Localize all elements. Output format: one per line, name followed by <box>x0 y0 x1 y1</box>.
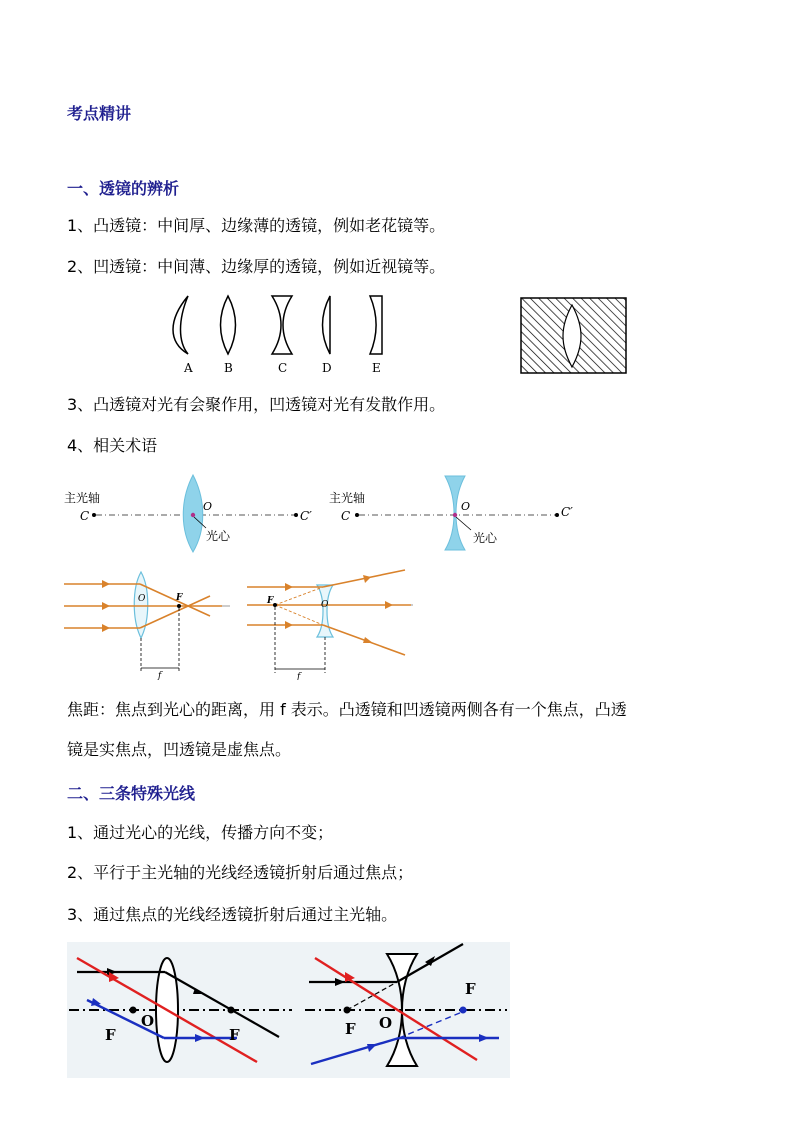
section1-item2: 2、凹透镜：中间薄、边缘厚的透镜，例如近视镜等。 <box>67 257 446 276</box>
lens-types-figure <box>160 290 400 380</box>
axis-label-left: 主光轴 <box>64 491 101 505</box>
point-o-small-left: O <box>138 594 146 604</box>
concave-focus-diagram <box>245 565 415 680</box>
section2-item3: 3、通过焦点的光线经透镜折射后通过主光轴。 <box>67 905 398 924</box>
hatched-lens-figure <box>520 297 628 375</box>
point-c-left: C <box>80 509 90 523</box>
convex-terms-diagram <box>60 470 330 560</box>
focus-f-concave-left: F <box>345 1020 356 1038</box>
point-c-right: C <box>341 509 351 523</box>
focal-length-left: f <box>158 671 162 680</box>
lens-letter-b: B <box>224 361 233 375</box>
point-c-prime-left: C′ <box>300 509 312 523</box>
lens-c-icon <box>272 296 292 354</box>
axis-label-right: 主光轴 <box>329 491 366 505</box>
focus-f-concave-right: F <box>465 980 476 998</box>
focal-length-right: f <box>297 672 301 680</box>
point-o-left: O <box>203 500 213 513</box>
focus-f-convex-right: F <box>229 1026 240 1044</box>
concave-lens-small-icon <box>317 585 333 637</box>
optical-center-left: 光心 <box>206 529 231 543</box>
lens-b-icon <box>221 296 236 354</box>
point-o-right: O <box>461 500 471 513</box>
convex-focus-diagram <box>62 568 237 680</box>
focal-definition-line1: 焦距：焦点到光心的距离，用 f 表示。凸透镜和凹透镜两侧各有一个焦点，凸透 <box>67 700 627 719</box>
page-title: 考点精讲 <box>67 104 132 123</box>
focus-f-convex-left: F <box>105 1026 116 1044</box>
point-c-prime-right: C′ <box>561 505 573 519</box>
lens-e-icon <box>370 296 382 354</box>
section1-item4: 4、相关术语 <box>67 436 158 455</box>
section2-item2: 2、平行于主光轴的光线经透镜折射后通过焦点； <box>67 863 414 882</box>
lens-letter-c: C <box>278 361 288 375</box>
focal-definition-line2: 镜是实焦点，凹透镜是虚焦点。 <box>67 740 292 759</box>
section1-item1: 1、凸透镜：中间厚、边缘薄的透镜，例如老花镜等。 <box>67 216 446 235</box>
optical-center-right: 光心 <box>473 531 498 545</box>
lens-letter-a: A <box>184 361 193 375</box>
section1-item3: 3、凸透镜对光有会聚作用，凹透镜对光有发散作用。 <box>67 395 446 414</box>
lens-letter-d: D <box>322 361 332 375</box>
point-o-concave: O <box>379 1014 393 1032</box>
focus-f-right: F <box>267 596 274 606</box>
point-o-small-right: O <box>321 600 329 610</box>
lens-d-icon <box>323 296 331 354</box>
focus-f-left: F <box>176 593 183 603</box>
lens-letter-e: E <box>372 361 381 375</box>
lens-a-icon <box>173 296 188 354</box>
section2-heading: 二、三条特殊光线 <box>67 784 196 803</box>
concave-terms-diagram <box>325 470 595 560</box>
section2-item1: 1、通过光心的光线，传播方向不变； <box>67 823 334 842</box>
special-rays-figure <box>67 942 510 1078</box>
point-o-convex: O <box>141 1012 155 1030</box>
section1-heading: 一、透镜的辨析 <box>67 179 180 198</box>
